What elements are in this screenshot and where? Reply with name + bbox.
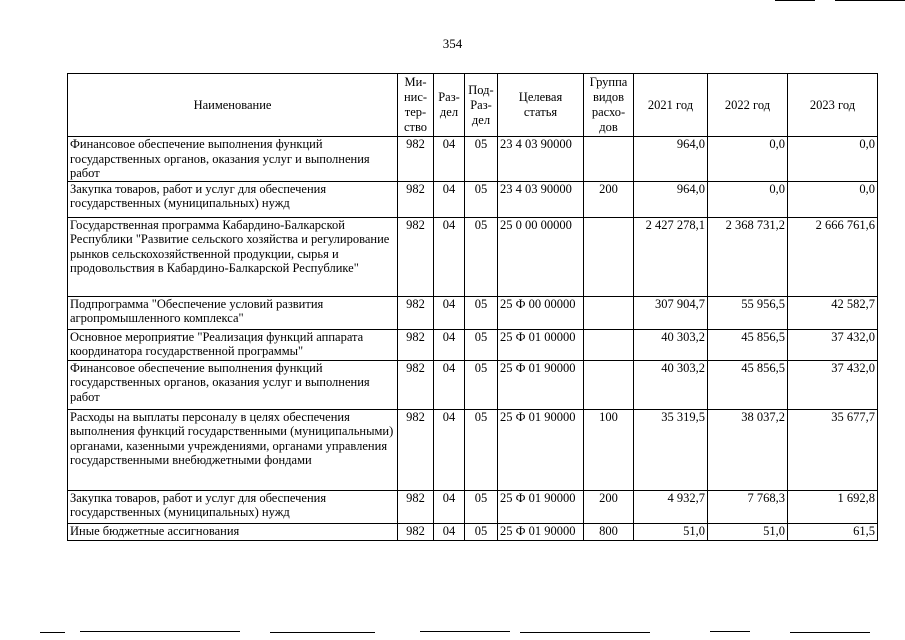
header-subsection: Под- Раз- дел bbox=[465, 74, 498, 137]
header-name: Наименование bbox=[68, 74, 398, 137]
row-section: 04 bbox=[434, 490, 465, 523]
table-row bbox=[68, 490, 878, 523]
row-subsection: 05 bbox=[465, 181, 498, 217]
row-name: Расходы на выплаты персоналу в целях обеспечения выполнения функций государственными (муниципальными) органами, казенными учреждениями, органами управления государственными внебюджетными фондами bbox=[68, 409, 398, 490]
table-header bbox=[68, 74, 878, 137]
row-group bbox=[584, 296, 634, 329]
row-2023: 37 432,0 bbox=[788, 360, 878, 409]
header-ministry: Ми- нис- тер- ство bbox=[398, 74, 434, 137]
row-group: 100 bbox=[584, 409, 634, 490]
row-target: 25 Ф 01 90000 bbox=[498, 409, 584, 490]
row-2021: 40 303,2 bbox=[634, 329, 708, 360]
row-2022: 0,0 bbox=[708, 181, 788, 217]
table-row bbox=[68, 137, 878, 182]
row-group bbox=[584, 217, 634, 296]
row-section: 04 bbox=[434, 137, 465, 182]
row-section: 04 bbox=[434, 360, 465, 409]
row-group bbox=[584, 137, 634, 182]
row-section: 04 bbox=[434, 217, 465, 296]
page-number: 354 bbox=[442, 36, 463, 51]
row-name: Закупка товаров, работ и услуг для обеспечения государственных (муниципальных) нужд bbox=[68, 181, 398, 217]
row-2022: 51,0 bbox=[708, 523, 788, 540]
row-subsection: 05 bbox=[465, 217, 498, 296]
row-section: 04 bbox=[434, 523, 465, 540]
scan-edge-rules-bottom bbox=[0, 630, 905, 634]
table-row bbox=[68, 409, 878, 490]
header-2023: 2023 год bbox=[788, 74, 878, 137]
row-group bbox=[584, 329, 634, 360]
row-2023: 37 432,0 bbox=[788, 329, 878, 360]
header-2022: 2022 год bbox=[708, 74, 788, 137]
table-row bbox=[68, 217, 878, 296]
table-body bbox=[68, 137, 878, 541]
table-row bbox=[68, 329, 878, 360]
row-target: 25 Ф 00 00000 bbox=[498, 296, 584, 329]
row-ministry: 982 bbox=[398, 360, 434, 409]
row-2022: 45 856,5 bbox=[708, 329, 788, 360]
row-name: Финансовое обеспечение выполнения функций государственных органов, оказания услуг и выполнения работ bbox=[68, 137, 398, 182]
row-subsection: 05 bbox=[465, 409, 498, 490]
row-section: 04 bbox=[434, 181, 465, 217]
row-2022: 0,0 bbox=[708, 137, 788, 182]
row-2021: 4 932,7 bbox=[634, 490, 708, 523]
row-target: 25 Ф 01 00000 bbox=[498, 329, 584, 360]
table-row bbox=[68, 523, 878, 540]
row-ministry: 982 bbox=[398, 137, 434, 182]
row-group: 200 bbox=[584, 181, 634, 217]
row-section: 04 bbox=[434, 409, 465, 490]
header-section: Раз- дел bbox=[434, 74, 465, 137]
row-group: 800 bbox=[584, 523, 634, 540]
row-target: 23 4 03 90000 bbox=[498, 137, 584, 182]
row-ministry: 982 bbox=[398, 217, 434, 296]
row-subsection: 05 bbox=[465, 329, 498, 360]
row-2023: 35 677,7 bbox=[788, 409, 878, 490]
row-target: 25 0 00 00000 bbox=[498, 217, 584, 296]
row-name: Основное мероприятие "Реализация функций аппарата координатора государственной программы" bbox=[68, 329, 398, 360]
row-name: Иные бюджетные ассигнования bbox=[68, 523, 398, 540]
row-2021: 2 427 278,1 bbox=[634, 217, 708, 296]
row-2022: 7 768,3 bbox=[708, 490, 788, 523]
row-target: 25 Ф 01 90000 bbox=[498, 490, 584, 523]
row-2021: 964,0 bbox=[634, 137, 708, 182]
row-2022: 55 956,5 bbox=[708, 296, 788, 329]
row-2022: 2 368 731,2 bbox=[708, 217, 788, 296]
header-expense-group: Группа видов расхо- дов bbox=[584, 74, 634, 137]
row-ministry: 982 bbox=[398, 329, 434, 360]
row-group bbox=[584, 360, 634, 409]
row-2021: 964,0 bbox=[634, 181, 708, 217]
row-2023: 61,5 bbox=[788, 523, 878, 540]
header-target: Целевая статья bbox=[498, 74, 584, 137]
row-subsection: 05 bbox=[465, 360, 498, 409]
row-name: Подпрограмма "Обеспечение условий развития агропромышленного комплекса" bbox=[68, 296, 398, 329]
budget-table bbox=[67, 73, 878, 541]
row-ministry: 982 bbox=[398, 409, 434, 490]
row-section: 04 bbox=[434, 329, 465, 360]
row-2021: 35 319,5 bbox=[634, 409, 708, 490]
table-row bbox=[68, 296, 878, 329]
row-2021: 51,0 bbox=[634, 523, 708, 540]
table-row bbox=[68, 360, 878, 409]
row-2023: 42 582,7 bbox=[788, 296, 878, 329]
row-2021: 307 904,7 bbox=[634, 296, 708, 329]
row-section: 04 bbox=[434, 296, 465, 329]
row-name: Закупка товаров, работ и услуг для обеспечения государственных (муниципальных) нужд bbox=[68, 490, 398, 523]
row-name: Финансовое обеспечение выполнения функций государственных органов, оказания услуг и выполнения работ bbox=[68, 360, 398, 409]
row-subsection: 05 bbox=[465, 296, 498, 329]
row-ministry: 982 bbox=[398, 296, 434, 329]
row-target: 23 4 03 90000 bbox=[498, 181, 584, 217]
row-2023: 2 666 761,6 bbox=[788, 217, 878, 296]
row-group: 200 bbox=[584, 490, 634, 523]
row-2022: 45 856,5 bbox=[708, 360, 788, 409]
row-target: 25 Ф 01 90000 bbox=[498, 360, 584, 409]
table-row bbox=[68, 181, 878, 217]
row-subsection: 05 bbox=[465, 490, 498, 523]
row-2021: 40 303,2 bbox=[634, 360, 708, 409]
row-ministry: 982 bbox=[398, 523, 434, 540]
row-ministry: 982 bbox=[398, 181, 434, 217]
header-2021: 2021 год bbox=[634, 74, 708, 137]
row-2023: 0,0 bbox=[788, 181, 878, 217]
row-subsection: 05 bbox=[465, 137, 498, 182]
row-2023: 0,0 bbox=[788, 137, 878, 182]
row-target: 25 Ф 01 90000 bbox=[498, 523, 584, 540]
row-ministry: 982 bbox=[398, 490, 434, 523]
row-2022: 38 037,2 bbox=[708, 409, 788, 490]
scan-edge-marks-top bbox=[765, 0, 905, 4]
row-name: Государственная программа Кабардино-Балкарской Республики "Развитие сельского хозяйства и регулирование рынков сельскохозяйственной продукции, сырья и продовольствия в Кабардино-Балкарской Республике" bbox=[68, 217, 398, 296]
row-subsection: 05 bbox=[465, 523, 498, 540]
row-2023: 1 692,8 bbox=[788, 490, 878, 523]
